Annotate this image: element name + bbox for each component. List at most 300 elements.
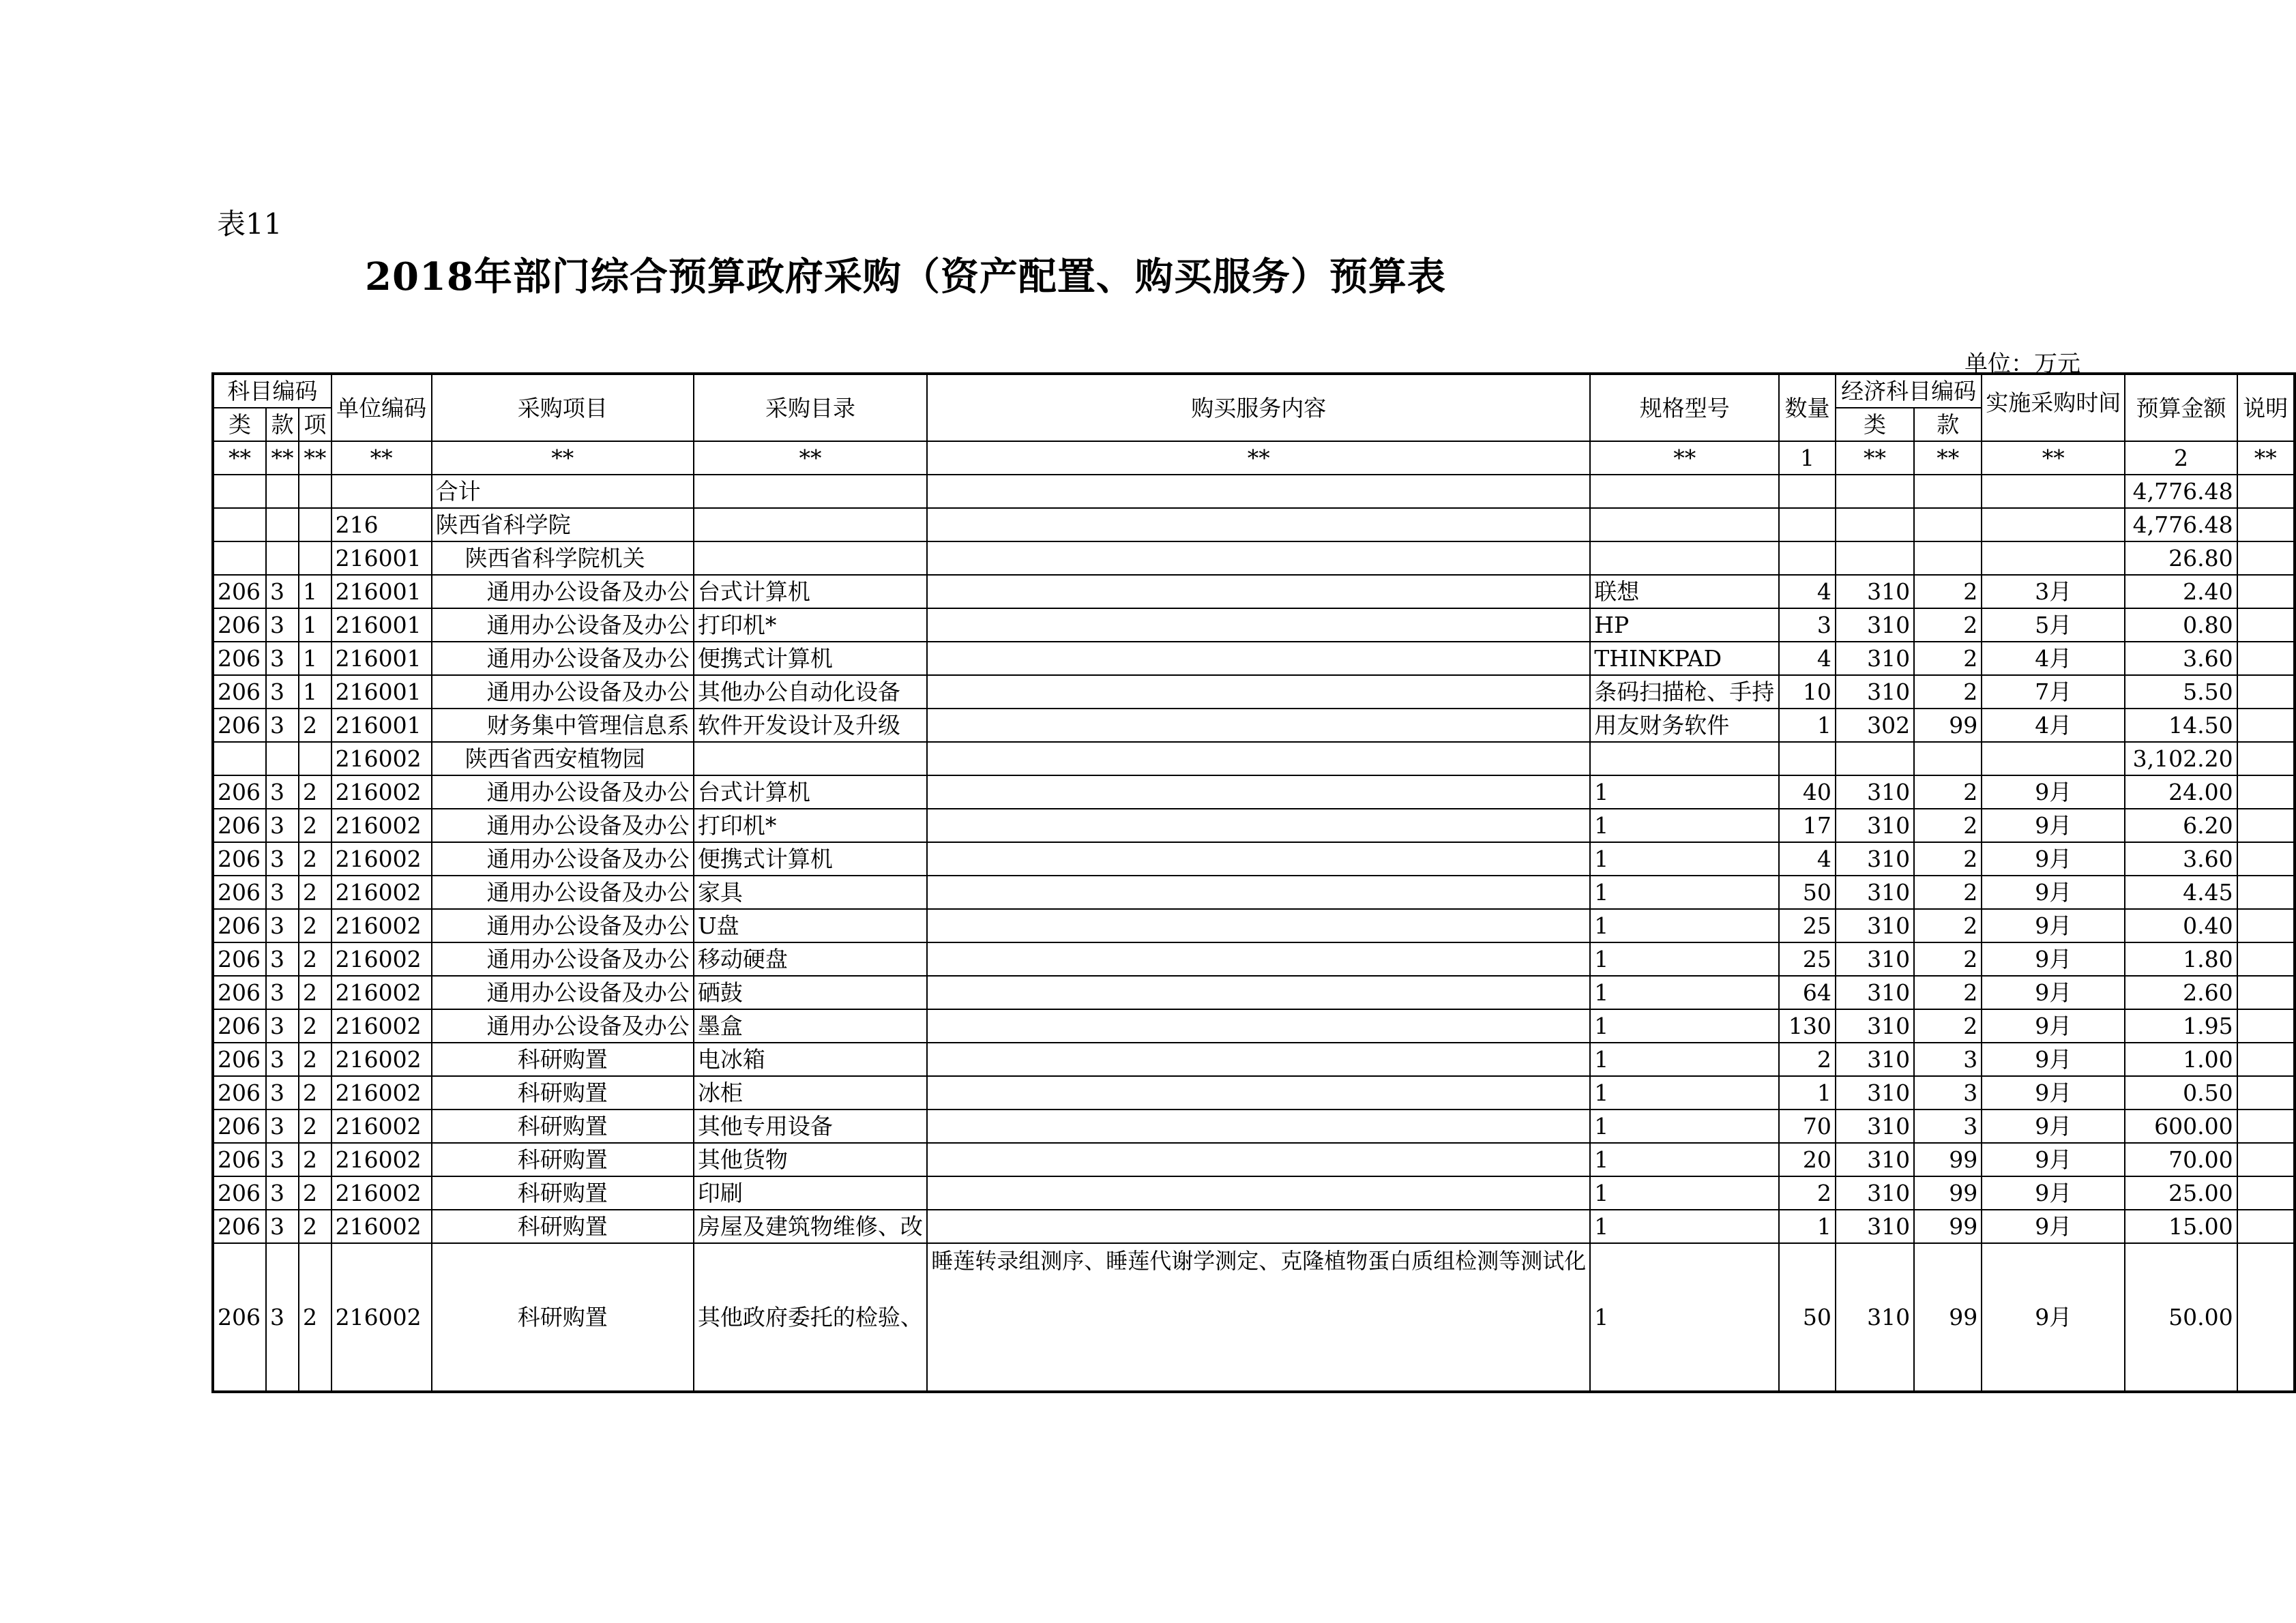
cell-service — [927, 1110, 1590, 1143]
cell-econ-lei: 310 — [1836, 842, 1914, 876]
cell-note — [2237, 1110, 2295, 1143]
cell-amount: 1.80 — [2125, 942, 2237, 976]
cell-service — [927, 1009, 1590, 1043]
header-time: 实施采购时间 — [1982, 374, 2125, 441]
cell-xiang: 2 — [299, 1243, 332, 1392]
cell-project: 陕西省科学院 — [432, 508, 694, 541]
cell-time: 9月 — [1982, 909, 2125, 942]
cell-lei: 206 — [213, 809, 266, 842]
cell-note — [2237, 1143, 2295, 1176]
cell-kuan: 3 — [266, 575, 299, 608]
cell-lei — [213, 508, 266, 541]
cell-kuan: 3 — [266, 775, 299, 809]
cell-xiang: 2 — [299, 1043, 332, 1076]
cell-service — [927, 742, 1590, 775]
cell-project: 科研购置 — [432, 1210, 694, 1243]
cell-amount: 24.00 — [2125, 775, 2237, 809]
cell-amount: 0.80 — [2125, 608, 2237, 642]
cell-econ-lei — [1836, 742, 1914, 775]
header-catalog: 采购目录 — [694, 374, 927, 441]
unit-label: 单位：万元 — [1964, 351, 2080, 378]
marker-cell: ** — [694, 441, 927, 475]
cell-lei: 206 — [213, 876, 266, 909]
cell-spec: HP — [1590, 608, 1779, 642]
cell-qty: 1 — [1779, 1210, 1836, 1243]
cell-lei: 206 — [213, 1210, 266, 1243]
cell-time: 7月 — [1982, 675, 2125, 709]
cell-econ-kuan: 2 — [1914, 642, 1982, 675]
header-service: 购买服务内容 — [927, 374, 1590, 441]
table-row — [213, 942, 2295, 976]
cell-econ-lei: 310 — [1836, 942, 1914, 976]
table-row — [213, 475, 2295, 508]
cell-amount: 3,102.20 — [2125, 742, 2237, 775]
cell-service — [927, 842, 1590, 876]
cell-xiang: 2 — [299, 1176, 332, 1210]
table-row — [213, 1243, 2295, 1392]
cell-note — [2237, 475, 2295, 508]
cell-spec: 1 — [1590, 809, 1779, 842]
cell-project: 财务集中管理信息系 — [432, 709, 694, 742]
cell-amount: 2.40 — [2125, 575, 2237, 608]
cell-service — [927, 976, 1590, 1009]
table-row — [213, 608, 2295, 642]
cell-lei: 206 — [213, 775, 266, 809]
cell-econ-kuan: 99 — [1914, 1143, 1982, 1176]
cell-unit-code: 216002 — [332, 842, 432, 876]
cell-project: 科研购置 — [432, 1176, 694, 1210]
cell-catalog: 墨盒 — [694, 1009, 927, 1043]
cell-service — [927, 1210, 1590, 1243]
cell-kuan: 3 — [266, 1243, 299, 1392]
cell-qty: 17 — [1779, 809, 1836, 842]
cell-xiang — [299, 742, 332, 775]
cell-econ-lei: 310 — [1836, 642, 1914, 675]
cell-time — [1982, 541, 2125, 575]
cell-project: 通用办公设备及办公 — [432, 909, 694, 942]
cell-time: 9月 — [1982, 809, 2125, 842]
cell-unit-code: 216002 — [332, 1009, 432, 1043]
cell-project: 科研购置 — [432, 1076, 694, 1110]
cell-kuan: 3 — [266, 642, 299, 675]
cell-xiang: 2 — [299, 876, 332, 909]
cell-project: 科研购置 — [432, 1143, 694, 1176]
cell-econ-lei: 302 — [1836, 709, 1914, 742]
cell-time: 5月 — [1982, 608, 2125, 642]
cell-spec: 1 — [1590, 1043, 1779, 1076]
cell-service: 睡莲转录组测序、睡莲代谢学测定、克隆植物蛋白质组检测等测试化 — [927, 1243, 1590, 1392]
cell-note — [2237, 942, 2295, 976]
cell-amount: 70.00 — [2125, 1143, 2237, 1176]
cell-econ-kuan: 3 — [1914, 1043, 1982, 1076]
cell-xiang: 2 — [299, 709, 332, 742]
cell-amount: 4.45 — [2125, 876, 2237, 909]
cell-econ-lei: 310 — [1836, 775, 1914, 809]
cell-lei: 206 — [213, 942, 266, 976]
cell-unit-code: 216002 — [332, 775, 432, 809]
cell-amount: 14.50 — [2125, 709, 2237, 742]
cell-time: 9月 — [1982, 1043, 2125, 1076]
cell-spec: 1 — [1590, 1143, 1779, 1176]
cell-econ-lei: 310 — [1836, 1009, 1914, 1043]
cell-time: 9月 — [1982, 1243, 2125, 1392]
header-lei: 类 — [213, 408, 266, 441]
cell-unit-code: 216002 — [332, 1210, 432, 1243]
cell-econ-kuan — [1914, 541, 1982, 575]
cell-catalog — [694, 541, 927, 575]
cell-lei: 206 — [213, 1176, 266, 1210]
cell-spec: THINKPAD — [1590, 642, 1779, 675]
table-row — [213, 575, 2295, 608]
cell-note — [2237, 508, 2295, 541]
cell-spec: 1 — [1590, 876, 1779, 909]
cell-kuan — [266, 541, 299, 575]
cell-xiang: 2 — [299, 775, 332, 809]
cell-project: 通用办公设备及办公 — [432, 809, 694, 842]
cell-note — [2237, 575, 2295, 608]
cell-lei: 206 — [213, 709, 266, 742]
cell-spec — [1590, 475, 1779, 508]
cell-econ-kuan: 2 — [1914, 575, 1982, 608]
cell-lei: 206 — [213, 1110, 266, 1143]
cell-note — [2237, 642, 2295, 675]
cell-econ-lei: 310 — [1836, 675, 1914, 709]
cell-econ-kuan: 3 — [1914, 1110, 1982, 1143]
cell-lei: 206 — [213, 1076, 266, 1110]
table-row — [213, 909, 2295, 942]
cell-kuan: 3 — [266, 1176, 299, 1210]
header-subject-code: 科目编码 — [213, 374, 332, 408]
cell-econ-kuan — [1914, 742, 1982, 775]
cell-econ-kuan: 99 — [1914, 1210, 1982, 1243]
cell-lei: 206 — [213, 1043, 266, 1076]
cell-note — [2237, 675, 2295, 709]
header-row-1 — [213, 374, 2295, 408]
cell-qty: 1 — [1779, 1076, 1836, 1110]
cell-catalog: 其他专用设备 — [694, 1110, 927, 1143]
cell-xiang: 1 — [299, 675, 332, 709]
marker-cell: ** — [927, 441, 1590, 475]
cell-note — [2237, 1176, 2295, 1210]
cell-amount: 5.50 — [2125, 675, 2237, 709]
cell-amount: 1.00 — [2125, 1043, 2237, 1076]
cell-note — [2237, 775, 2295, 809]
cell-note — [2237, 1043, 2295, 1076]
table-row — [213, 742, 2295, 775]
cell-spec: 1 — [1590, 976, 1779, 1009]
cell-time: 9月 — [1982, 876, 2125, 909]
cell-unit-code: 216002 — [332, 742, 432, 775]
cell-xiang: 2 — [299, 909, 332, 942]
cell-unit-code: 216002 — [332, 1110, 432, 1143]
cell-amount: 0.50 — [2125, 1076, 2237, 1110]
cell-econ-lei: 310 — [1836, 1110, 1914, 1143]
cell-spec: 1 — [1590, 1110, 1779, 1143]
header-spec: 规格型号 — [1590, 374, 1779, 441]
header-xiang: 项 — [299, 408, 332, 441]
cell-econ-kuan: 2 — [1914, 909, 1982, 942]
cell-kuan: 3 — [266, 876, 299, 909]
cell-catalog: U盘 — [694, 909, 927, 942]
page-title: 2018年部门综合预算政府采购（资产配置、购买服务）预算表 — [365, 254, 1446, 299]
table-row — [213, 1076, 2295, 1110]
table-row — [213, 1009, 2295, 1043]
cell-lei: 206 — [213, 1143, 266, 1176]
cell-project: 通用办公设备及办公 — [432, 942, 694, 976]
cell-spec — [1590, 742, 1779, 775]
cell-kuan: 3 — [266, 1043, 299, 1076]
cell-catalog: 冰柜 — [694, 1076, 927, 1110]
marker-cell: ** — [1590, 441, 1779, 475]
cell-kuan: 3 — [266, 942, 299, 976]
cell-catalog: 软件开发设计及升级 — [694, 709, 927, 742]
marker-cell: ** — [332, 441, 432, 475]
marker-row — [213, 441, 2295, 475]
cell-qty: 40 — [1779, 775, 1836, 809]
cell-lei — [213, 475, 266, 508]
cell-project: 通用办公设备及办公 — [432, 842, 694, 876]
cell-note — [2237, 1243, 2295, 1392]
cell-kuan: 3 — [266, 675, 299, 709]
cell-note — [2237, 976, 2295, 1009]
cell-service — [927, 1043, 1590, 1076]
cell-note — [2237, 809, 2295, 842]
cell-catalog: 其他货物 — [694, 1143, 927, 1176]
cell-spec: 1 — [1590, 909, 1779, 942]
cell-econ-lei: 310 — [1836, 909, 1914, 942]
cell-amount: 4,776.48 — [2125, 508, 2237, 541]
cell-econ-lei — [1836, 475, 1914, 508]
cell-econ-lei: 310 — [1836, 575, 1914, 608]
cell-unit-code: 216 — [332, 508, 432, 541]
cell-kuan: 3 — [266, 909, 299, 942]
marker-cell: ** — [213, 441, 266, 475]
cell-xiang — [299, 508, 332, 541]
cell-unit-code: 216001 — [332, 709, 432, 742]
cell-service — [927, 541, 1590, 575]
table-label: 表11 — [217, 207, 282, 241]
cell-service — [927, 775, 1590, 809]
cell-amount: 0.40 — [2125, 909, 2237, 942]
cell-note — [2237, 1076, 2295, 1110]
cell-xiang: 2 — [299, 1110, 332, 1143]
cell-project: 通用办公设备及办公 — [432, 1009, 694, 1043]
cell-spec — [1590, 541, 1779, 575]
cell-xiang: 2 — [299, 809, 332, 842]
cell-project: 合计 — [432, 475, 694, 508]
marker-cell: ** — [266, 441, 299, 475]
cell-qty: 20 — [1779, 1143, 1836, 1176]
cell-qty — [1779, 541, 1836, 575]
cell-qty: 50 — [1779, 1243, 1836, 1392]
cell-xiang: 1 — [299, 608, 332, 642]
cell-catalog: 印刷 — [694, 1176, 927, 1210]
cell-qty: 4 — [1779, 842, 1836, 876]
cell-spec: 1 — [1590, 1076, 1779, 1110]
cell-econ-kuan: 2 — [1914, 675, 1982, 709]
cell-econ-lei: 310 — [1836, 608, 1914, 642]
cell-time: 9月 — [1982, 1009, 2125, 1043]
cell-lei: 206 — [213, 1009, 266, 1043]
cell-time: 9月 — [1982, 1210, 2125, 1243]
cell-amount: 600.00 — [2125, 1110, 2237, 1143]
table-row — [213, 842, 2295, 876]
cell-note — [2237, 1009, 2295, 1043]
cell-service — [927, 608, 1590, 642]
cell-econ-kuan: 2 — [1914, 1009, 1982, 1043]
cell-qty: 2 — [1779, 1043, 1836, 1076]
cell-unit-code: 216001 — [332, 541, 432, 575]
cell-lei: 206 — [213, 1243, 266, 1392]
budget-table — [211, 372, 2296, 1393]
cell-kuan: 3 — [266, 1210, 299, 1243]
cell-qty: 3 — [1779, 608, 1836, 642]
cell-econ-kuan: 99 — [1914, 1243, 1982, 1392]
header-kuan: 款 — [266, 408, 299, 441]
cell-kuan: 3 — [266, 608, 299, 642]
cell-xiang: 1 — [299, 642, 332, 675]
cell-project: 科研购置 — [432, 1243, 694, 1392]
cell-amount: 4,776.48 — [2125, 475, 2237, 508]
table-row — [213, 642, 2295, 675]
cell-qty: 4 — [1779, 575, 1836, 608]
cell-qty: 130 — [1779, 1009, 1836, 1043]
cell-spec: 联想 — [1590, 575, 1779, 608]
cell-qty: 25 — [1779, 909, 1836, 942]
cell-econ-lei: 310 — [1836, 976, 1914, 1009]
cell-catalog: 台式计算机 — [694, 775, 927, 809]
marker-cell: ** — [1914, 441, 1982, 475]
cell-spec: 条码扫描枪、手持 — [1590, 675, 1779, 709]
cell-catalog: 电冰箱 — [694, 1043, 927, 1076]
cell-time — [1982, 508, 2125, 541]
cell-xiang: 2 — [299, 1009, 332, 1043]
cell-lei: 206 — [213, 976, 266, 1009]
header-econ-code: 经济科目编码 — [1836, 374, 1982, 408]
cell-catalog: 房屋及建筑物维修、改 — [694, 1210, 927, 1243]
cell-kuan: 3 — [266, 1143, 299, 1176]
cell-service — [927, 909, 1590, 942]
table-row — [213, 1143, 2295, 1176]
cell-econ-kuan: 2 — [1914, 608, 1982, 642]
cell-unit-code: 216002 — [332, 976, 432, 1009]
table-row — [213, 1043, 2295, 1076]
cell-project: 科研购置 — [432, 1043, 694, 1076]
table-row — [213, 1110, 2295, 1143]
cell-lei: 206 — [213, 842, 266, 876]
cell-catalog: 打印机* — [694, 809, 927, 842]
cell-amount: 2.60 — [2125, 976, 2237, 1009]
cell-econ-lei — [1836, 541, 1914, 575]
cell-kuan: 3 — [266, 1009, 299, 1043]
cell-econ-lei: 310 — [1836, 1143, 1914, 1176]
header-project: 采购项目 — [432, 374, 694, 441]
cell-service — [927, 876, 1590, 909]
cell-catalog — [694, 475, 927, 508]
marker-cell: 1 — [1779, 441, 1836, 475]
table-row — [213, 976, 2295, 1009]
cell-unit-code — [332, 475, 432, 508]
cell-spec: 1 — [1590, 1243, 1779, 1392]
cell-catalog — [694, 508, 927, 541]
cell-amount: 50.00 — [2125, 1243, 2237, 1392]
cell-project: 通用办公设备及办公 — [432, 976, 694, 1009]
cell-qty: 70 — [1779, 1110, 1836, 1143]
cell-xiang: 2 — [299, 1143, 332, 1176]
cell-service — [927, 1076, 1590, 1110]
cell-econ-kuan: 2 — [1914, 775, 1982, 809]
cell-service — [927, 675, 1590, 709]
cell-econ-lei: 310 — [1836, 1210, 1914, 1243]
cell-spec: 1 — [1590, 842, 1779, 876]
cell-catalog: 移动硬盘 — [694, 942, 927, 976]
marker-cell: ** — [2237, 441, 2295, 475]
cell-qty: 25 — [1779, 942, 1836, 976]
cell-xiang: 1 — [299, 575, 332, 608]
cell-catalog: 硒鼓 — [694, 976, 927, 1009]
table-row — [213, 1210, 2295, 1243]
cell-amount: 6.20 — [2125, 809, 2237, 842]
cell-unit-code: 216001 — [332, 575, 432, 608]
table-row — [213, 809, 2295, 842]
cell-kuan: 3 — [266, 709, 299, 742]
cell-catalog — [694, 742, 927, 775]
cell-spec: 1 — [1590, 775, 1779, 809]
cell-qty: 64 — [1779, 976, 1836, 1009]
cell-time: 9月 — [1982, 842, 2125, 876]
cell-unit-code: 216002 — [332, 876, 432, 909]
marker-cell: ** — [1982, 441, 2125, 475]
cell-kuan: 3 — [266, 1076, 299, 1110]
cell-econ-kuan: 2 — [1914, 809, 1982, 842]
cell-service — [927, 1143, 1590, 1176]
table-row — [213, 541, 2295, 575]
cell-spec: 1 — [1590, 942, 1779, 976]
cell-project: 通用办公设备及办公 — [432, 608, 694, 642]
cell-lei: 206 — [213, 675, 266, 709]
marker-cell: 2 — [2125, 441, 2237, 475]
cell-unit-code: 216002 — [332, 1243, 432, 1392]
cell-qty — [1779, 742, 1836, 775]
cell-service — [927, 508, 1590, 541]
cell-spec: 1 — [1590, 1176, 1779, 1210]
cell-amount: 15.00 — [2125, 1210, 2237, 1243]
cell-lei — [213, 541, 266, 575]
cell-amount: 26.80 — [2125, 541, 2237, 575]
cell-note — [2237, 608, 2295, 642]
cell-note — [2237, 709, 2295, 742]
cell-qty: 1 — [1779, 709, 1836, 742]
cell-qty: 4 — [1779, 642, 1836, 675]
table-row — [213, 508, 2295, 541]
header-econ-kuan: 款 — [1914, 408, 1982, 441]
cell-econ-lei: 310 — [1836, 809, 1914, 842]
cell-service — [927, 575, 1590, 608]
cell-project: 通用办公设备及办公 — [432, 775, 694, 809]
cell-service — [927, 475, 1590, 508]
cell-econ-kuan: 99 — [1914, 1176, 1982, 1210]
cell-unit-code: 216002 — [332, 1176, 432, 1210]
header-note: 说明 — [2237, 374, 2295, 441]
cell-catalog: 便携式计算机 — [694, 842, 927, 876]
cell-project: 陕西省西安植物园 — [432, 742, 694, 775]
cell-note — [2237, 909, 2295, 942]
cell-spec: 用友财务软件 — [1590, 709, 1779, 742]
cell-project: 陕西省科学院机关 — [432, 541, 694, 575]
header-unit-code: 单位编码 — [332, 374, 432, 441]
cell-lei: 206 — [213, 575, 266, 608]
cell-amount: 25.00 — [2125, 1176, 2237, 1210]
